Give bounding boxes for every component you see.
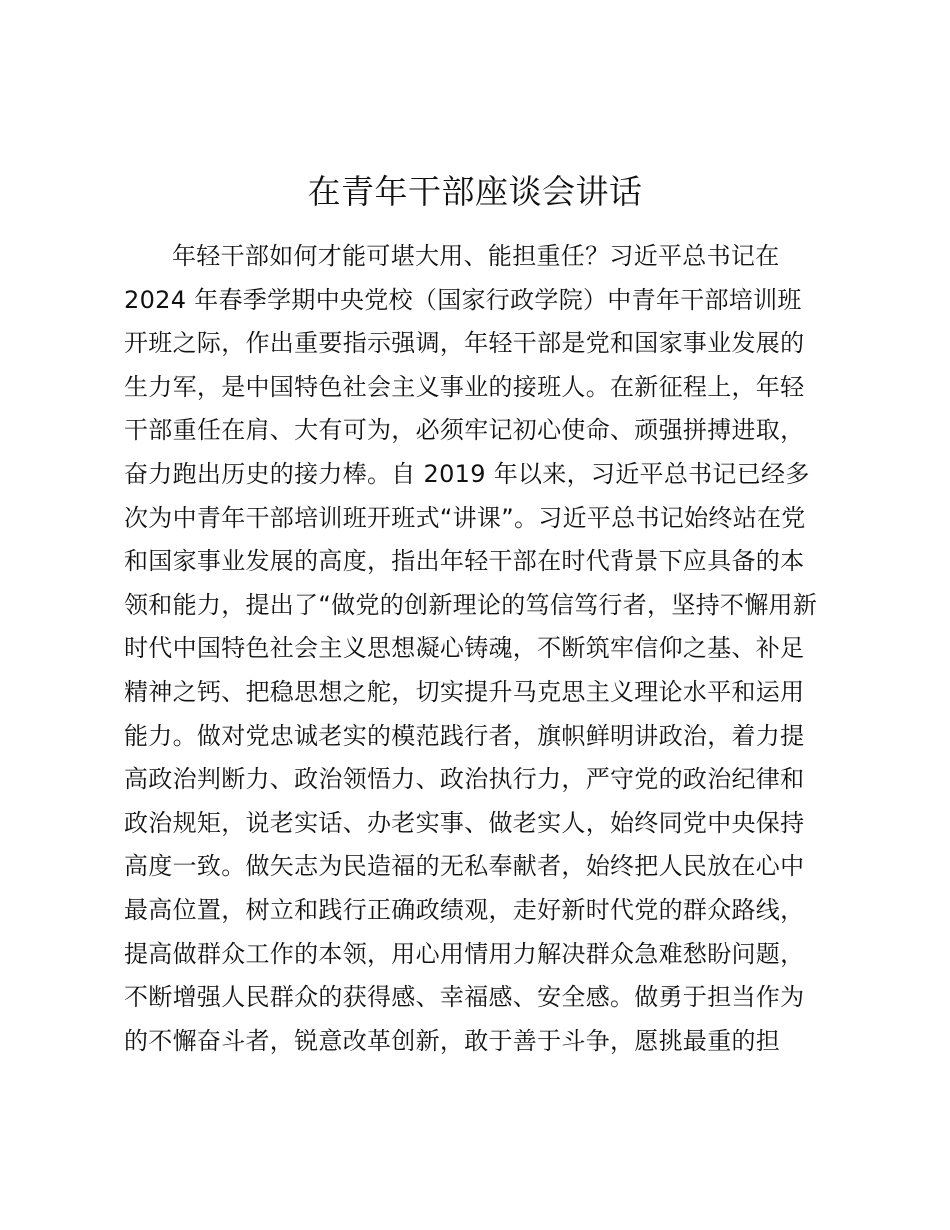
paragraph-line: 高度一致。做矢志为民造福的无私奉献者，始终把人民放在心中 xyxy=(124,852,805,881)
paragraph-line: 生力军，是中国特色社会主义事业的接班人。在新征程上，年轻 xyxy=(124,372,805,401)
paragraph-line: 干部重任在肩、大有可为，必须牢记初心使命、顽强拼搏进取， xyxy=(124,416,805,445)
paragraph-line: 能力。做对党忠诚老实的模范践行者，旗帜鲜明讲政治，着力提 xyxy=(124,721,805,750)
paragraph-line: 提高做群众工作的本领，用心用情用力解决群众急难愁盼问题， xyxy=(124,939,805,968)
body-paragraph xyxy=(124,235,834,1063)
paragraph-line: 开班之际，作出重要指示强调，年轻干部是党和国家事业发展的 xyxy=(124,329,805,358)
paragraph-line: 政治规矩，说老实话、办老实事、做老实人，始终同党中央保持 xyxy=(124,808,805,837)
paragraph-line: 年轻干部如何才能可堪大用、能担重任？习近平总书记在 xyxy=(172,242,780,270)
paragraph-line: 次为中青年干部培训班开班式“讲课”。习近平总书记始终站在党 xyxy=(124,503,806,532)
paragraph-line: 最高位置，树立和践行正确政绩观，走好新时代党的群众路线， xyxy=(124,895,805,924)
paragraph-line: 高政治判断力、政治领悟力、政治执行力，严守党的政治纪律和 xyxy=(124,765,805,794)
paragraph-line: 2024 年春季学期中央党校（国家行政学院）中青年干部培训班 xyxy=(124,285,802,314)
paragraph-line: 领和能力，提出了“做党的创新理论的笃信笃行者，坚持不懈用新 xyxy=(124,590,818,619)
paragraph-line: 时代中国特色社会主义思想凝心铸魂，不断筑牢信仰之基、补足 xyxy=(124,634,805,663)
page-title: 在青年干部座谈会讲话 xyxy=(307,172,643,211)
paragraph-line: 精神之钙、把稳思想之舵，切实提升马克思主义理论水平和运用 xyxy=(124,677,805,706)
paragraph-line: 奋力跑出历史的接力棒。自 2019 年以来，习近平总书记已经多 xyxy=(124,459,810,488)
paragraph-line: 和国家事业发展的高度，指出年轻干部在时代背景下应具备的本 xyxy=(124,547,805,576)
paragraph-line: 的不懈奋斗者，锐意改革创新，敢于善于斗争，愿挑最重的担 xyxy=(124,1026,781,1055)
paragraph-line: 不断增强人民群众的获得感、幸福感、安全感。做勇于担当作为 xyxy=(124,983,805,1012)
